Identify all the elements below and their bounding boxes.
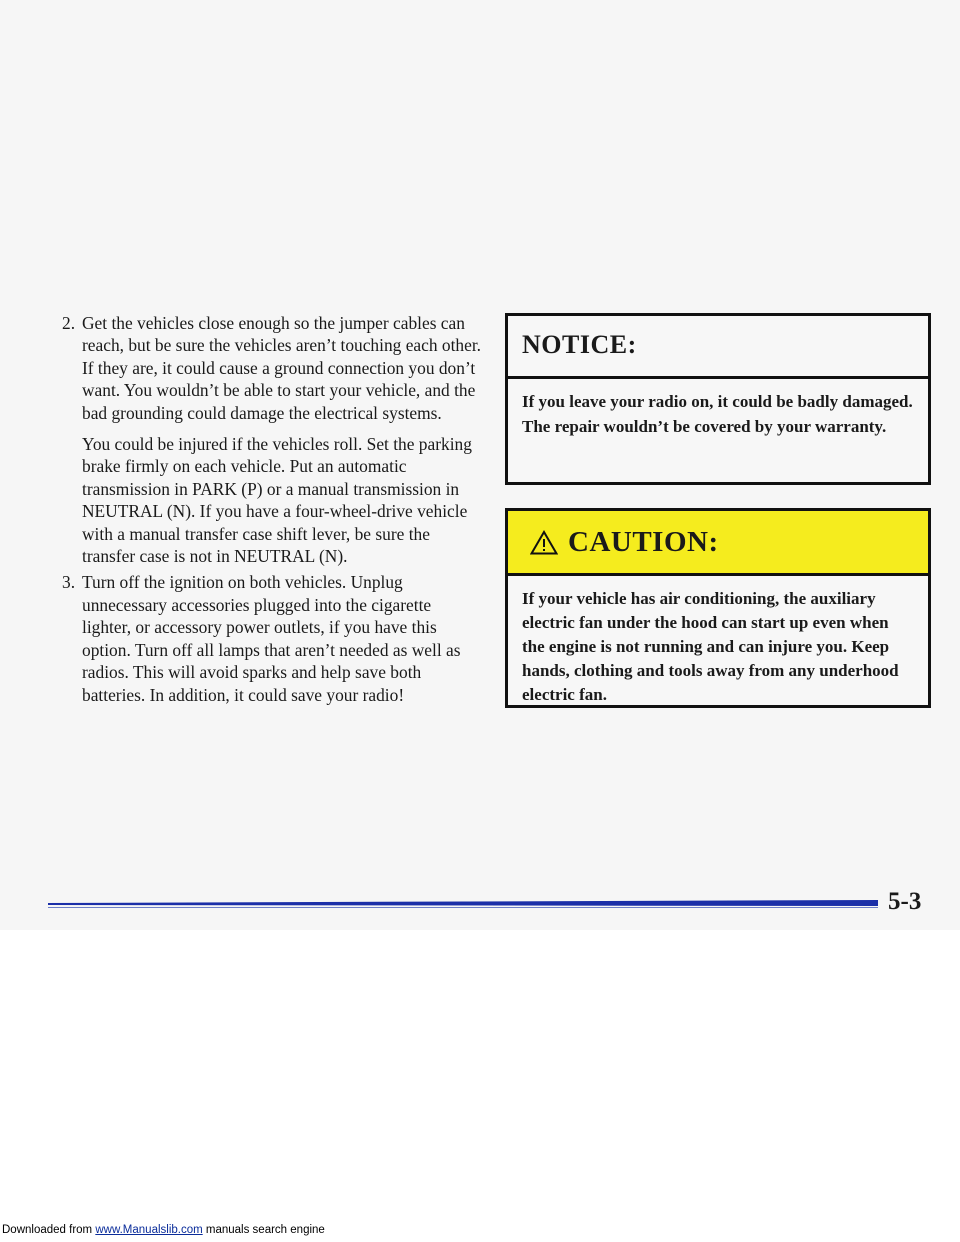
caution-header xyxy=(508,511,928,576)
paragraph: You could be injured if the vehicles roll. Set the parking brake firmly on each vehicle. Put an automatic transmission in PARK (P) or a manual transmission in NEUTRAL (N). If you have a four-wheel-drive vehicle with a manual transfer case shift lever, be sure the transfer case is not in NEUTRAL (N). xyxy=(82,434,472,567)
manualslib-link[interactable]: www.Manualslib.com xyxy=(95,1224,203,1236)
instructions-column xyxy=(62,312,482,706)
notice-text: If you leave your radio on, it could be badly damaged. The repair wouldn’t be covered by your warranty. xyxy=(522,392,913,436)
warning-triangle-icon xyxy=(530,530,558,555)
item-body xyxy=(82,571,482,705)
list-item xyxy=(62,312,482,567)
footer-prefix: Downloaded from xyxy=(2,1224,96,1236)
notice-heading: NOTICE: xyxy=(508,316,928,379)
download-footer xyxy=(2,1224,325,1236)
caution-heading: CAUTION: xyxy=(568,525,719,558)
paragraph: Turn off the ignition on both vehicles. Unplug unnecessary accessories plugged into the cigarette lighter, or accessory power outlets, if you have this option. Turn off all lamps that aren’t needed as well as radios. This will avoid sparks and help save both batteries. In addition, it could save your radio! xyxy=(82,572,461,705)
item-body xyxy=(82,312,482,567)
caution-text: If your vehicle has air conditioning, the auxiliary electric fan under the hood can start up even when the engine is not running and can injure you. Keep hands, clothing and tools away from any underhood electric fan. xyxy=(522,589,899,704)
item-number: 2. xyxy=(62,313,76,333)
caution-box xyxy=(505,508,931,708)
paragraph: Get the vehicles close enough so the jumper cables can reach, but be sure the vehicles aren’t touching each other. If they are, it could cause a ground connection you don’t want. You wouldn’t be able to start your vehicle, and the bad grounding could damage the electrical systems. xyxy=(82,313,482,423)
notice-box xyxy=(505,313,931,485)
list-item xyxy=(62,571,482,705)
page-rule xyxy=(48,900,878,909)
item-number: 3. xyxy=(62,572,76,593)
page-number: 5-3 xyxy=(888,888,922,915)
footer-suffix: manuals search engine xyxy=(202,1224,325,1236)
